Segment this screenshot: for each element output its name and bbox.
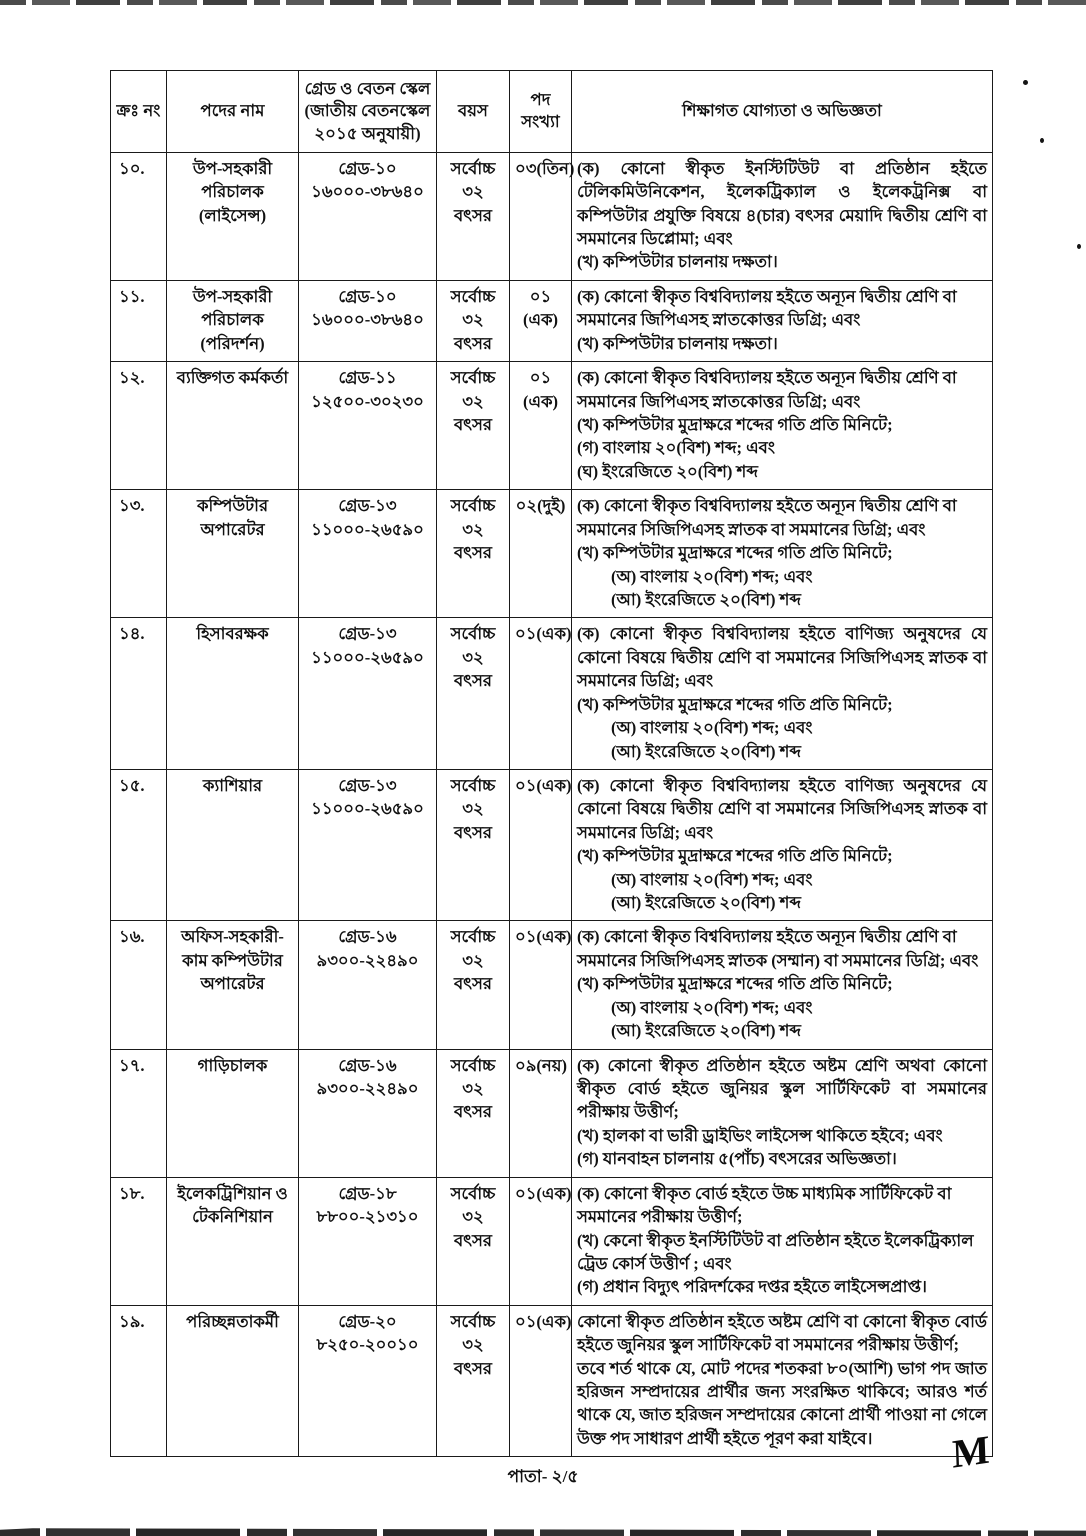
qualification-line: (খ) কম্পিউটার চালনায় দক্ষতা। <box>577 333 778 353</box>
cell-line: ০১ <box>529 286 552 306</box>
cell-line: সর্বোচ্চ <box>450 624 496 644</box>
cell-line: গ্রেড-২০ <box>338 1311 397 1331</box>
cell-line: ৩২ <box>462 1335 484 1355</box>
cell-line: পরিচালক <box>201 310 264 330</box>
qualification-line: (খ) কম্পিউটার মুদ্রাক্ষরে শব্দের গতি প্রতি মিনিটে; <box>577 974 893 994</box>
cell-grade-and-pay-scale <box>299 1305 437 1457</box>
cell-serial-no: ১০. <box>111 152 167 280</box>
scan-artifact-bottom <box>0 1522 1086 1536</box>
cell-serial-no: ১৬. <box>111 921 167 1049</box>
cell-line: গ্রেড-১৩ <box>338 624 397 644</box>
table-row <box>111 618 993 770</box>
table-row <box>111 152 993 280</box>
cell-line: টেকনিশিয়ান <box>192 1207 273 1227</box>
header-age: বয়স <box>437 71 510 153</box>
cell-line: কাম কম্পিউটার <box>182 950 283 970</box>
cell-line: ০১(এক) <box>515 775 572 795</box>
cell-line: পরিচ্ছন্নতাকর্মী <box>186 1311 279 1331</box>
cell-line: ৩২ <box>462 1207 484 1227</box>
cell-line: সর্বোচ্চ <box>450 1055 496 1075</box>
cell-line: ৩২ <box>462 519 484 539</box>
cell-line: ০২(দুই) <box>515 496 566 516</box>
cell-grade-and-pay-scale <box>299 152 437 280</box>
cell-qualification-and-experience <box>572 280 993 361</box>
cell-age-limit <box>437 1049 510 1177</box>
cell-line: ১১০০০-২৬৫৯০ <box>311 647 424 667</box>
cell-serial-no: ১১. <box>111 280 167 361</box>
cell-age-limit <box>437 1305 510 1457</box>
cell-line: গ্রেড-১১ <box>338 368 397 388</box>
cell-line: (পরিদর্শন) <box>200 333 265 353</box>
cell-post-name <box>167 618 299 770</box>
table-row <box>111 921 993 1049</box>
qualification-line: (খ) কম্পিউটার চালনায় দক্ষতা। <box>577 252 778 272</box>
cell-line: গ্রেড-১৩ <box>338 496 397 516</box>
table-row <box>111 362 993 490</box>
qualification-line: (অ) বাংলায় ২০(বিশ) শব্দ; এবং <box>611 566 813 586</box>
cell-line: ১১০০০-২৬৫৯০ <box>311 519 424 539</box>
cell-line: সর্বোচ্চ <box>450 496 496 516</box>
cell-vacancy-count <box>510 921 572 1049</box>
cell-line: গ্রেড-১৮ <box>338 1183 397 1203</box>
qualification-line: (ক) কোনো স্বীকৃত বিশ্ববিদ্যালয় হইতে অন্যূন দ্বিতীয় শ্রেণি বা সমমানের জিপিএসহ স্নাতকোত্তর ডিগ্রি; এবং <box>577 368 961 411</box>
table-header-row <box>111 71 993 153</box>
cell-line: হিসাবরক্ষক <box>196 624 269 644</box>
scan-speck <box>1077 244 1081 249</box>
cell-grade-and-pay-scale <box>299 362 437 490</box>
qualification-line: কোনো স্বীকৃত প্রতিষ্ঠান হইতে অষ্টম শ্রেণি বা কোনো স্বীকৃত বোর্ড হইতে জুনিয়র স্কুল সার্টিফিকেট বা সমমানের পরীক্ষায় উত্তীর্ণ; <box>577 1311 992 1355</box>
cell-line: উপ-সহকারী <box>192 158 273 178</box>
table-row <box>111 769 993 921</box>
header-serial-no: ক্রঃ নং <box>111 71 167 153</box>
cell-serial-no: ১৮. <box>111 1177 167 1305</box>
cell-line: ১৬০০০-৩৮৬৪০ <box>311 310 424 330</box>
qualification-line: (খ) কম্পিউটার মুদ্রাক্ষরে শব্দের গতি প্রতি মিনিটে; <box>577 694 893 714</box>
cell-line: অপারেটর <box>200 974 265 994</box>
cell-grade-and-pay-scale <box>299 769 437 921</box>
cell-line: ১১০০০-২৬৫৯০ <box>311 799 424 819</box>
cell-qualification-and-experience <box>572 1177 993 1305</box>
cell-grade-and-pay-scale <box>299 618 437 770</box>
qualification-line: (ক) কোনো স্বীকৃত বিশ্ববিদ্যালয় হইতে অন্যূন দ্বিতীয় শ্রেণি বা সমমানের সিজিপিএসহ স্নাতক (সম্মান) বা সমমানের ডিগ্রি; এবং <box>577 927 979 970</box>
cell-line: ৩২ <box>462 799 484 819</box>
cell-serial-no: ১৩. <box>111 490 167 618</box>
cell-line: ০১(এক) <box>515 624 572 644</box>
cell-line: গ্রেড-১৬ <box>338 1055 397 1075</box>
cell-line: সর্বোচ্চ <box>450 286 496 306</box>
qualification-line: (খ) কম্পিউটার মুদ্রাক্ষরে শব্দের গতি প্রতি মিনিটে; <box>577 846 893 866</box>
cell-grade-and-pay-scale <box>299 1177 437 1305</box>
qualification-line: (ক) কোনো স্বীকৃত বিশ্ববিদ্যালয় হইতে বাণিজ্য অনুষদের যে কোনো বিষয়ে দ্বিতীয় শ্রেণি বা সমমানের সিজিপিএসহ স্নাতক বা সমমানের ডিগ্রি; এবং <box>577 624 992 691</box>
cell-line: ৩২ <box>462 182 484 202</box>
cell-line: বৎসর <box>454 1102 492 1122</box>
qualification-line: তবে শর্ত থাকে যে, মোট পদের শতকরা ৮০(আশি) ভাগ পদ জাত হরিজন সম্প্রদায়ের প্রার্থীর জন্য সংরক্ষিত থাকিবে; আরও শর্ত থাকে যে, জাত হরিজন সম্প্রদায়ের কোনো প্রার্থী পাওয়া না গেলে উক্ত পদ সাধারণ প্রার্থী হইতে পূরণ করা যাইবে। <box>577 1358 992 1448</box>
cell-qualification-and-experience <box>572 490 993 618</box>
cell-age-limit <box>437 921 510 1049</box>
table-row <box>111 490 993 618</box>
cell-line: ১২৫০০-৩০২৩০ <box>311 391 424 411</box>
cell-line: ০১(এক) <box>515 1183 572 1203</box>
header-post-name: পদের নাম <box>167 71 299 153</box>
cell-line: ০৩(তিন) <box>515 158 575 178</box>
qualification-line: (খ) কম্পিউটার মুদ্রাক্ষরে শব্দের গতি প্রতি মিনিটে; <box>577 415 893 435</box>
cell-serial-no: ১৭. <box>111 1049 167 1177</box>
cell-age-limit <box>437 490 510 618</box>
cell-age-limit <box>437 362 510 490</box>
table-row <box>111 280 993 361</box>
qualification-line: (খ) হালকা বা ভারী ড্রাইভিং লাইসেন্স থাকিতে হইবে; এবং <box>577 1125 943 1145</box>
cell-age-limit <box>437 769 510 921</box>
cell-line: বৎসর <box>454 333 492 353</box>
qualification-line: (আ) ইংরেজিতে ২০(বিশ) শব্দ <box>611 741 801 761</box>
table-row <box>111 1305 993 1457</box>
cell-line: ৩২ <box>462 1078 484 1098</box>
cell-line: বৎসর <box>454 1358 492 1378</box>
cell-age-limit <box>437 152 510 280</box>
header-qualification-and-experience: শিক্ষাগত যোগ্যতা ও অভিজ্ঞতা <box>572 71 993 153</box>
qualification-line: (গ) যানবাহন চালনায় ৫(পাঁচ) বৎসরের অভিজ্ঞতা। <box>577 1149 897 1169</box>
qualification-line: (অ) বাংলায় ২০(বিশ) শব্দ; এবং <box>611 718 813 738</box>
qualification-line: (ঘ) ইংরেজিতে ২০(বিশ) শব্দ <box>577 461 758 481</box>
scan-speck <box>1023 80 1028 85</box>
cell-grade-and-pay-scale <box>299 921 437 1049</box>
cell-line: বৎসর <box>454 974 492 994</box>
cell-grade-and-pay-scale <box>299 280 437 361</box>
cell-line: (লাইসেন্স) <box>198 205 267 225</box>
cell-vacancy-count <box>510 769 572 921</box>
cell-grade-and-pay-scale <box>299 1049 437 1177</box>
table-body <box>111 152 993 1457</box>
qualification-line: (অ) বাংলায় ২০(বিশ) শব্দ; এবং <box>611 869 813 889</box>
cell-grade-and-pay-scale <box>299 490 437 618</box>
cell-vacancy-count <box>510 490 572 618</box>
cell-line: ৯৩০০-২২৪৯০ <box>316 950 419 970</box>
qualification-line: (ক) কোনো স্বীকৃত ইনস্টিটিউট বা প্রতিষ্ঠান হইতে টেলিকমিউনিকেশন, ইলেকট্রিক্যাল ও ইলেকট্রনিক্স বা কম্পিউটার প্রযুক্তি বিষয়ে ৪(চার) বৎসর মেয়াদি দ্বিতীয় শ্রেণি বা সমমানের ডিপ্লোমা; এবং <box>577 158 992 249</box>
scan-artifact-top <box>0 0 1086 5</box>
qualification-line: (ক) কোনো স্বীকৃত প্রতিষ্ঠান হইতে অষ্টম শ্রেণি অথবা কোনো স্বীকৃত বোর্ড হইতে জুনিয়র স্কুল সার্টিফিকেট বা সমমানের পরীক্ষায় উত্তীর্ণ; <box>577 1055 992 1122</box>
qualification-line: (ক) কোনো স্বীকৃত বিশ্ববিদ্যালয় হইতে বাণিজ্য অনুষদের যে কোনো বিষয়ে দ্বিতীয় শ্রেণি বা সমমানের সিজিপিএসহ স্নাতক বা সমমানের ডিগ্রি; এবং <box>577 775 992 842</box>
cell-line: (এক) <box>522 310 559 330</box>
cell-line: বৎসর <box>454 671 492 691</box>
cell-line: সর্বোচ্চ <box>450 1183 496 1203</box>
cell-line: ০১(এক) <box>515 1311 572 1331</box>
cell-line: কম্পিউটার <box>196 496 269 516</box>
cell-post-name <box>167 490 299 618</box>
table-header <box>111 71 993 153</box>
cell-vacancy-count <box>510 280 572 361</box>
qualification-line: (অ) বাংলায় ২০(বিশ) শব্দ; এবং <box>611 997 813 1017</box>
cell-vacancy-count <box>510 362 572 490</box>
cell-post-name <box>167 1177 299 1305</box>
cell-serial-no: ১৯. <box>111 1305 167 1457</box>
cell-serial-no: ১৫. <box>111 769 167 921</box>
cell-line: ৯৩০০-২২৪৯০ <box>316 1078 419 1098</box>
cell-line: ইলেকট্রিশিয়ান ও <box>177 1183 288 1203</box>
cell-line: উপ-সহকারী <box>192 286 273 306</box>
cell-qualification-and-experience <box>572 921 993 1049</box>
cell-serial-no: ১২. <box>111 362 167 490</box>
cell-post-name <box>167 1305 299 1457</box>
cell-qualification-and-experience <box>572 618 993 770</box>
cell-vacancy-count <box>510 152 575 280</box>
scan-speck <box>1040 138 1044 143</box>
qualification-line: (খ) কম্পিউটার মুদ্রাক্ষরে শব্দের গতি প্রতি মিনিটে; <box>577 543 893 563</box>
cell-line: বৎসর <box>454 205 492 225</box>
cell-post-name <box>167 1049 299 1177</box>
cell-line: ৩২ <box>462 950 484 970</box>
cell-post-name <box>167 152 299 280</box>
cell-age-limit <box>437 280 510 361</box>
cell-line: ০৯(নয়) <box>515 1055 567 1075</box>
header-vacancies: পদ সংখ্যা <box>510 71 572 153</box>
cell-line: সর্বোচ্চ <box>450 927 496 947</box>
qualification-line: (ক) কোনো স্বীকৃত বোর্ড হইতে উচ্চ মাধ্যমিক সার্টিফিকেট বা সমমানের পরীক্ষায় উত্তীর্ণ; <box>577 1183 956 1227</box>
cell-line: ৩২ <box>462 647 484 667</box>
cell-line: ০১ <box>529 368 552 388</box>
cell-line: ৮৮০০-২১৩১০ <box>316 1207 419 1227</box>
qualification-line: (গ) বাংলায় ২০(বিশ) শব্দ; এবং <box>577 438 775 458</box>
cell-line: ব্যক্তিগত কর্মকর্তা <box>176 368 289 388</box>
cell-line: বৎসর <box>454 543 492 563</box>
cell-line: সর্বোচ্চ <box>450 1311 496 1331</box>
cell-line: গ্রেড-১৩ <box>338 775 397 795</box>
table-row <box>111 1177 993 1305</box>
cell-line: গ্রেড-১০ <box>338 158 397 178</box>
cell-vacancy-count <box>510 618 572 770</box>
cell-line: বৎসর <box>454 415 492 435</box>
qualification-line: (আ) ইংরেজিতে ২০(বিশ) শব্দ <box>611 1021 801 1041</box>
cell-line: সর্বোচ্চ <box>450 775 496 795</box>
cell-line: সর্বোচ্চ <box>450 158 496 178</box>
qualification-line: (আ) ইংরেজিতে ২০(বিশ) শব্দ <box>611 893 801 913</box>
cell-vacancy-count <box>510 1305 572 1457</box>
cell-line: সর্বোচ্চ <box>450 368 496 388</box>
cell-qualification-and-experience <box>572 362 993 490</box>
cell-qualification-and-experience <box>572 1049 993 1177</box>
cell-vacancy-count <box>510 1049 572 1177</box>
cell-line: বৎসর <box>454 822 492 842</box>
cell-post-name <box>167 921 299 1049</box>
cell-qualification-and-experience <box>572 769 993 921</box>
cell-line: ০১(এক) <box>515 927 572 947</box>
cell-line: গাড়িচালক <box>197 1055 268 1075</box>
qualification-line: (গ) প্রধান বিদ্যুৎ পরিদর্শকের দপ্তর হইতে লাইসেন্সপ্রাপ্ত। <box>577 1277 927 1297</box>
page-number-footer: পাতা- ২/৫ <box>507 1467 579 1486</box>
cell-line: বৎসর <box>454 1230 492 1250</box>
cell-line: গ্রেড-১০ <box>338 286 397 306</box>
cell-line: অফিস-সহকারী- <box>181 927 284 947</box>
handwritten-signature-mark: M <box>951 1426 991 1477</box>
cell-age-limit <box>437 618 510 770</box>
table-row <box>111 1049 993 1177</box>
qualification-line: (খ) কেনো স্বীকৃত ইনস্টিটিউট বা প্রতিষ্ঠান হইতে ইলেকট্রিক্যাল ট্রেড কোর্স উত্তীর্ণ ; এবং <box>577 1230 978 1273</box>
cell-vacancy-count <box>510 1177 572 1305</box>
cell-line: ১৬০০০-৩৮৬৪০ <box>311 182 424 202</box>
cell-qualification-and-experience <box>572 1305 993 1457</box>
cell-line: গ্রেড-১৬ <box>338 927 397 947</box>
cell-line: পরিচালক <box>201 182 264 202</box>
header-grade-and-pay-scale: গ্রেড ও বেতন স্কেল (জাতীয় বেতনস্কেল ২০১৫ অনুযায়ী) <box>299 71 437 153</box>
qualification-line: (ক) কোনো স্বীকৃত বিশ্ববিদ্যালয় হইতে অন্যূন দ্বিতীয় শ্রেণি বা সমমানের জিপিএসহ স্নাতকোত্তর ডিগ্রি; এবং <box>577 286 961 330</box>
qualification-line: (ক) কোনো স্বীকৃত বিশ্ববিদ্যালয় হইতে অন্যূন দ্বিতীয় শ্রেণি বা সমমানের সিজিপিএসহ স্নাতক বা সমমানের ডিগ্রি; এবং <box>577 496 961 539</box>
cell-serial-no: ১৪. <box>111 618 167 770</box>
cell-line: ৩২ <box>462 391 484 411</box>
cell-age-limit <box>437 1177 510 1305</box>
cell-qualification-and-experience <box>572 152 993 280</box>
cell-post-name <box>167 362 299 490</box>
cell-line: (এক) <box>522 391 559 411</box>
cell-line: ৮২৫০-২০০১০ <box>316 1335 419 1355</box>
cell-post-name <box>167 769 299 921</box>
cell-line: অপারেটর <box>200 519 265 539</box>
cell-post-name <box>167 280 299 361</box>
cell-line: ক্যাশিয়ার <box>202 775 263 795</box>
recruitment-table <box>110 70 993 1457</box>
cell-line: ৩২ <box>462 310 484 330</box>
qualification-line: (আ) ইংরেজিতে ২০(বিশ) শব্দ <box>611 589 801 609</box>
